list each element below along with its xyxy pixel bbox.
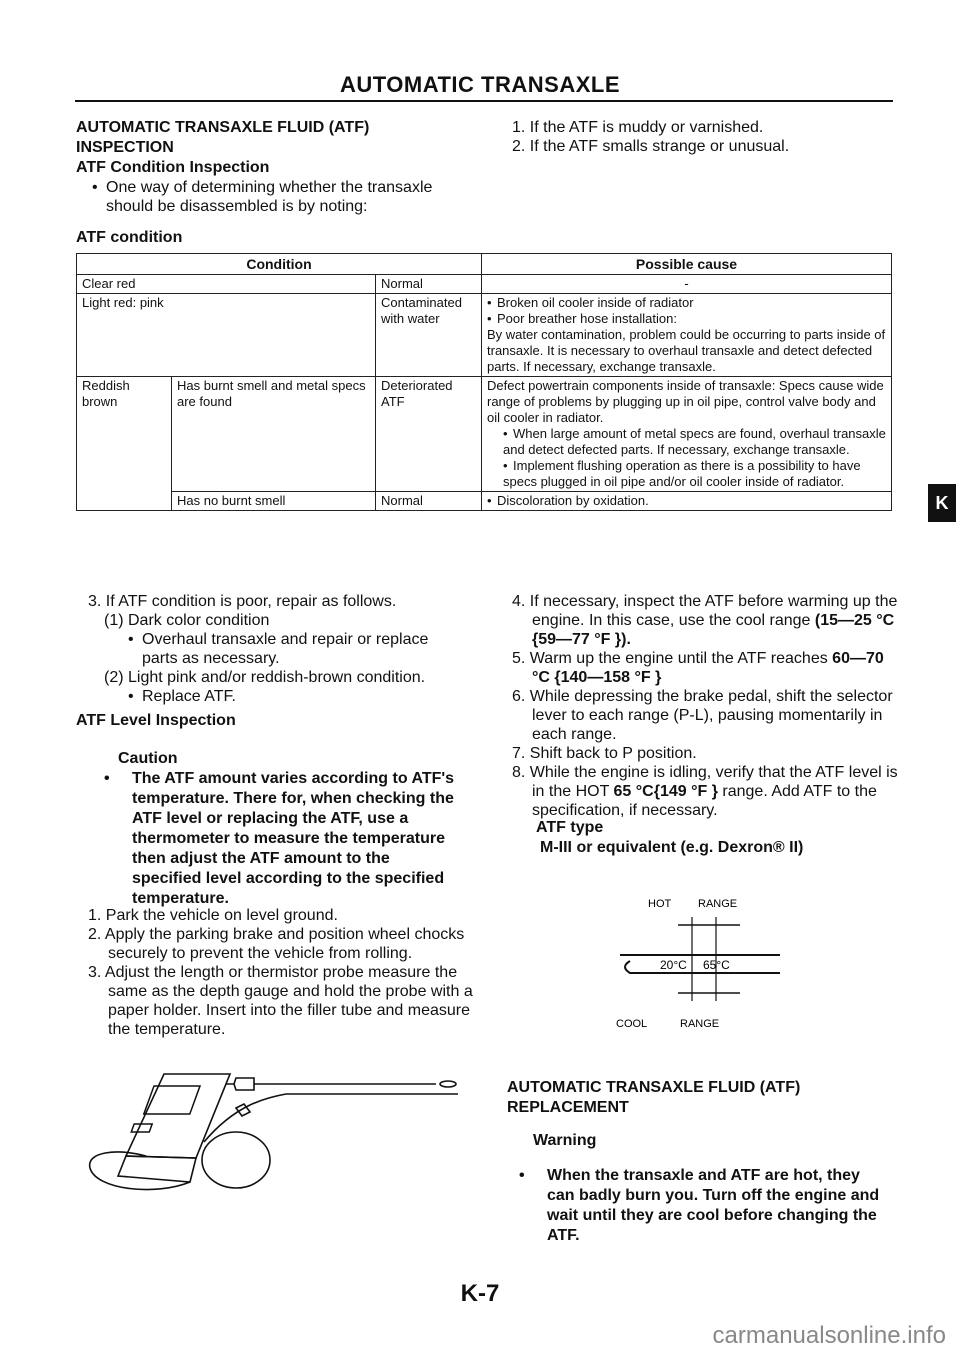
sub-step-2: (2) Light pink and/or reddish-brown condition.: [104, 669, 426, 686]
cell-color: Reddish brown: [77, 377, 172, 511]
cell-cause: -: [482, 275, 892, 294]
intro-section: [76, 118, 496, 248]
diagram-65c-label: 65°C: [703, 958, 730, 972]
intro-bullet: • One way of determining whether the transaxle: [76, 178, 496, 197]
cause-text: Defect powertrain components inside of transaxle: Specs cause wide range of problems by plugging up in oil pipe, control valve body and oil cooler in radiator.: [487, 378, 884, 425]
table-row: [77, 377, 892, 492]
cell-color: Light red: pink: [77, 294, 376, 377]
warm-temp-c: 60—70: [832, 650, 884, 667]
step-8-text: 8. While the engine is idling, verify that the ATF level is in the HOT: [512, 764, 898, 800]
warning-text-body: When the transaxle and ATF are hot, they can badly burn you. Turn off the engine and wait until they are cool before changing the ATF.: [547, 1167, 880, 1244]
subsection-heading: ATF Condition Inspection: [76, 159, 270, 176]
cell-state: Contaminated with water: [376, 294, 482, 377]
step-7: 7. Shift back to P position.: [512, 745, 697, 762]
replacement-subheading: REPLACEMENT: [507, 1099, 629, 1116]
section-heading: AUTOMATIC TRANSAXLE FLUID (ATF): [76, 119, 370, 136]
cause-bullet: • When large amount of metal specs are found, overhaul transaxle and detect defected parts. If necessary, exchange transaxle.: [487, 426, 886, 458]
level-step: 2. Apply the parking brake and position wheel chocks securely to prevent the vehicle from rolling.: [88, 926, 465, 962]
diagram-20c-label: 20°C: [660, 958, 687, 972]
page-title: AUTOMATIC TRANSAXLE: [339, 72, 620, 97]
step-6: 6. While depressing the brake pedal, shift the selector lever to each range (P-L), pausing momentarily in each range.: [512, 688, 893, 743]
step-8: [512, 763, 902, 820]
level-step: 3. Adjust the length or thermistor probe measure the same as the depth gauge and hold the probe with a paper holder. Insert into the filler tube and measure the temperature.: [88, 964, 473, 1038]
atf-type-value: M-III or equivalent (e.g. Dexron® II): [540, 839, 804, 856]
step-8-text-end: range. Add ATF to the specification, if necessary.: [532, 783, 877, 819]
table-row: [77, 492, 892, 511]
header-cause: Possible cause: [482, 254, 892, 275]
atf-type-block: [536, 818, 896, 858]
cause-bullet: • Implement flushing operation as there is a possibility to have specs plugged in oil pipe and/or oil cooler inside of radiator.: [487, 458, 886, 490]
replacement-heading: AUTOMATIC TRANSAXLE FLUID (ATF): [507, 1079, 801, 1096]
diagram-range-label: RANGE: [698, 898, 738, 910]
atf-condition-table: [76, 253, 892, 511]
replacement-section: [507, 1078, 897, 1118]
sub-step-1-cont: parts as necessary.: [142, 650, 280, 667]
header-condition: Condition: [77, 254, 482, 275]
cell-state: Normal: [376, 275, 482, 294]
cell-state: Deteriorated ATF: [376, 377, 482, 492]
level-step: 1. Park the vehicle on level ground.: [88, 907, 338, 924]
hot-temp: 65 °C{149 °F }: [613, 783, 718, 800]
step-3: 3. If ATF condition is poor, repair as follows.: [88, 593, 397, 610]
cause-bullet: • Broken oil cooler inside of radiator: [487, 295, 886, 311]
intro-list: [512, 118, 902, 156]
caution-text: [118, 769, 463, 909]
section-tab-k: K: [928, 484, 956, 522]
watermark: carmanualsonline.info: [712, 1322, 946, 1349]
repair-section: [88, 592, 488, 706]
list-item: 2. If the ATF smalls strange or unusual.: [512, 138, 790, 155]
caution-text-body: The ATF amount varies according to ATF's temperature. There for, when checking the ATF level or replacing the ATF, use a thermometer to measure the temperature then adjust the ATF amount to the specified level according to the specified temperature.: [132, 770, 455, 907]
diagram-range-label-2: RANGE: [680, 1018, 720, 1030]
table-row: [77, 294, 892, 377]
cool-range-value: (15—25 °C {59—77 °F }).: [532, 612, 895, 648]
warning-label: Warning: [533, 1132, 597, 1149]
section-subheading: INSPECTION: [76, 139, 174, 156]
dipstick-range-diagram: [600, 893, 800, 1033]
cell-cause: [482, 294, 892, 377]
sub-step-1-bullet: • Overhaul transaxle and repair or replace: [88, 630, 488, 649]
level-steps: [88, 906, 473, 1039]
page-number: K-7: [460, 1280, 500, 1307]
caution-label: Caution: [118, 750, 178, 767]
cell-detail: Has burnt smell and metal specs are found: [172, 377, 376, 492]
cell-cause: • Discoloration by oxidation.: [482, 492, 892, 511]
step-4-text: 4. If necessary, inspect the ATF before warming up the engine. In this case, use the cool range: [512, 593, 898, 629]
intro-bullet-cont: should be disassembled is by noting:: [106, 198, 368, 215]
sub-step-2-bullet: • Replace ATF.: [88, 687, 488, 706]
cause-bullet: • Poor breather hose installation:: [487, 311, 886, 327]
title-divider: [75, 100, 893, 102]
cell-state: Normal: [376, 492, 482, 511]
step-4: [512, 592, 902, 649]
caution-block: [118, 749, 463, 909]
cell-cause: [482, 377, 892, 492]
step-5-text: 5. Warm up the engine until the ATF reaches: [512, 650, 828, 667]
level-steps-continued: [512, 592, 902, 820]
warm-temp-f: °C {140—158 °F }: [532, 669, 662, 686]
table-row: [77, 275, 892, 294]
table-header-row: [77, 254, 892, 275]
atf-type-label: ATF type: [536, 819, 604, 836]
list-item: 1. If the ATF is muddy or varnished.: [512, 119, 764, 136]
cell-detail: Has no burnt smell: [172, 492, 376, 511]
level-heading: ATF Level Inspection: [76, 712, 236, 729]
cell-color: Clear red: [77, 275, 376, 294]
diagram-hot-label: HOT: [648, 898, 672, 910]
table-title: ATF condition: [76, 229, 183, 246]
cause-text: By water contamination, problem could be occurring to parts inside of transaxle. It is necessary to overhaul transaxle and detect defected parts. If necessary, exchange transaxle.: [487, 327, 886, 374]
thermometer-illustration: [86, 1064, 466, 1194]
warning-text: [533, 1166, 887, 1246]
step-5: [512, 649, 902, 687]
sub-step-1: (1) Dark color condition: [104, 612, 270, 629]
diagram-cool-label: COOL: [616, 1018, 648, 1030]
